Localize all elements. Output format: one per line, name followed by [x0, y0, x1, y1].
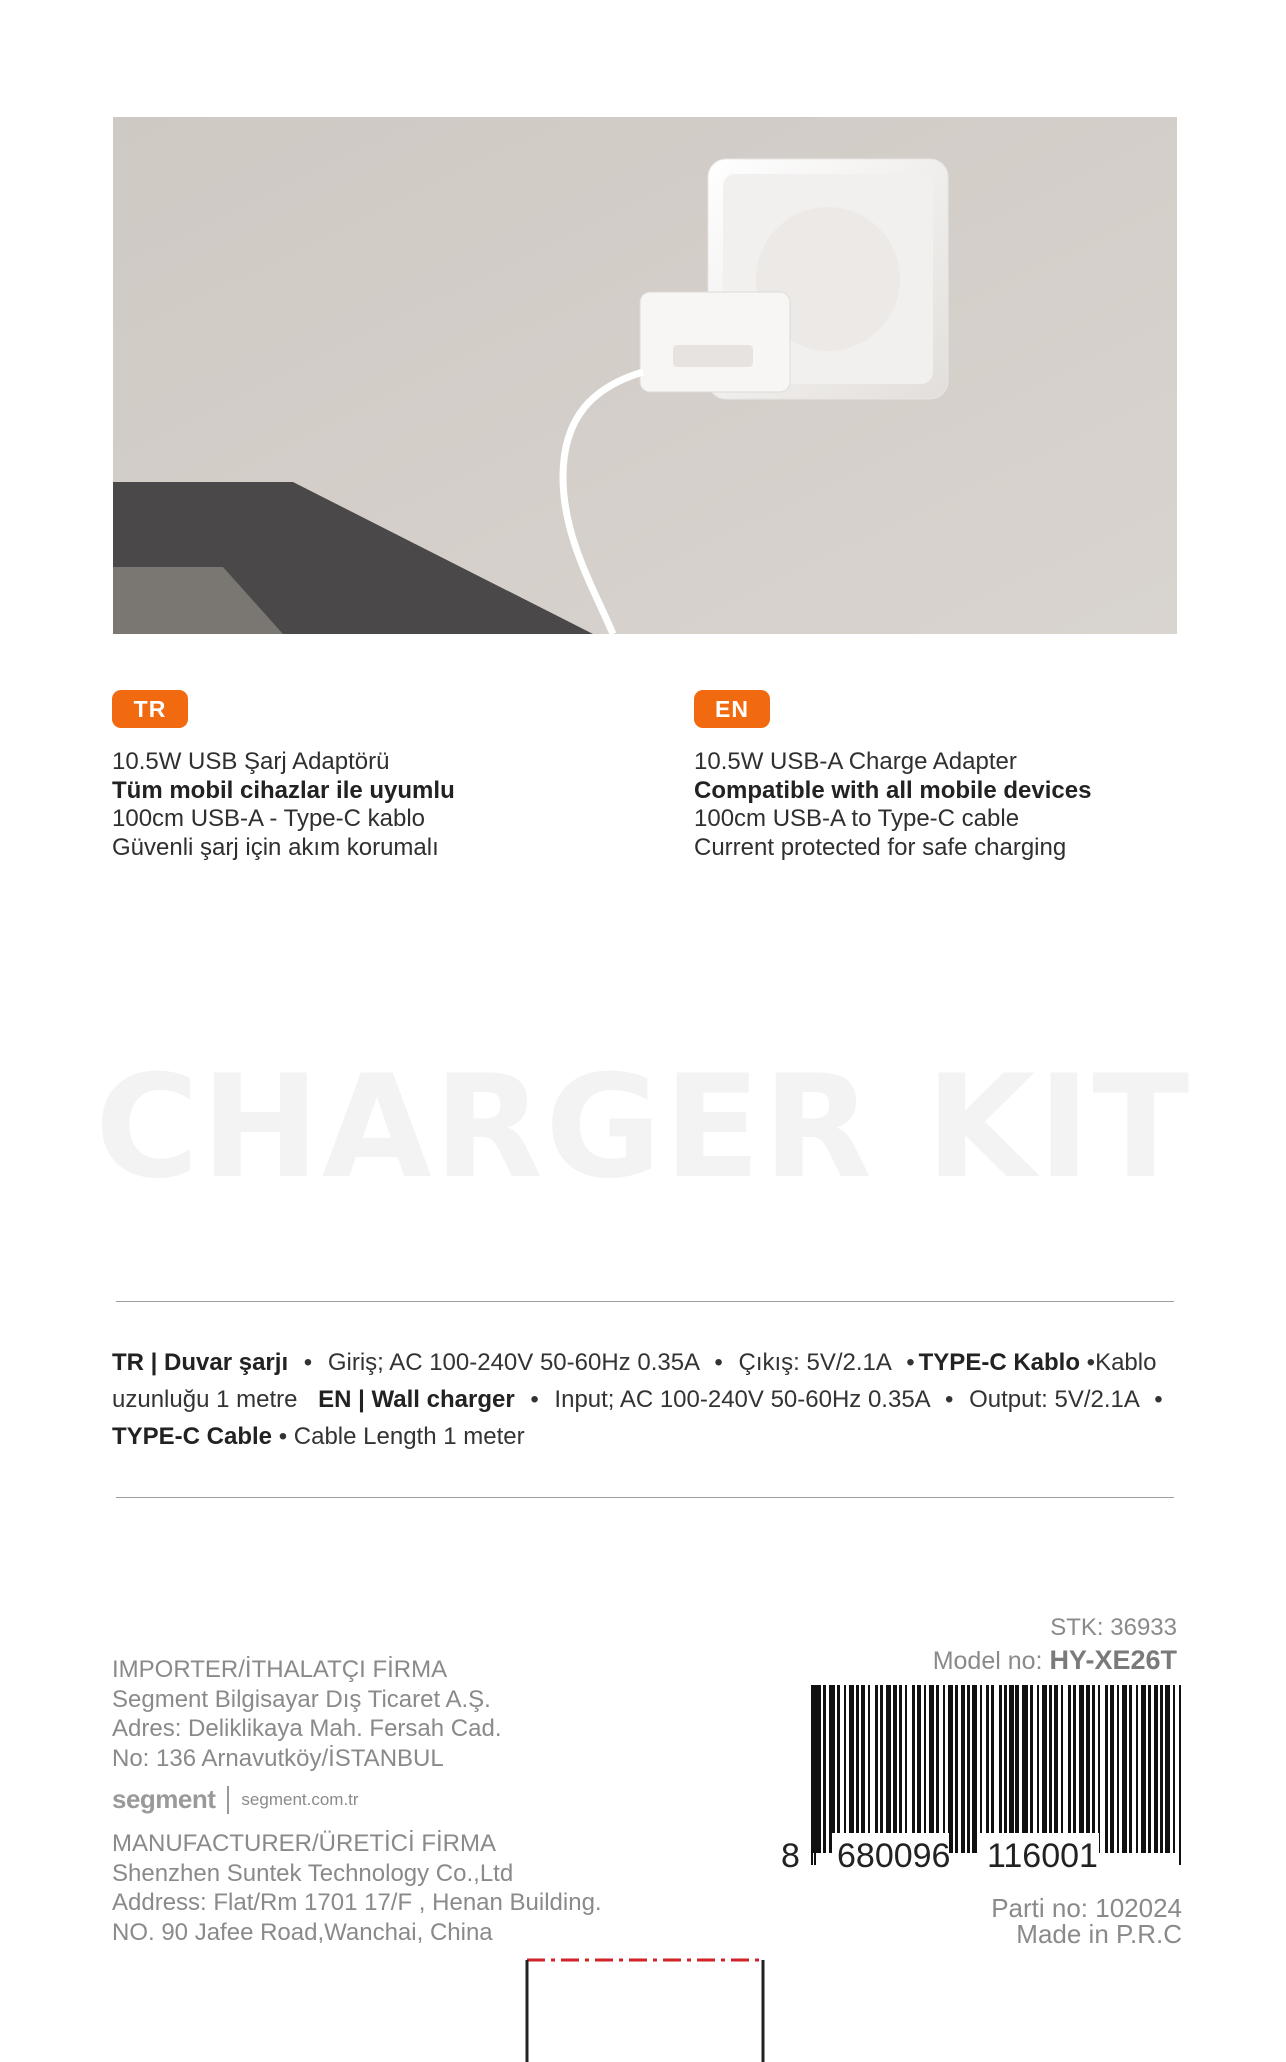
spec-en-cable: TYPE-C Cable: [112, 1423, 273, 1450]
manufacturer-address-2: NO. 90 Jafee Road,Wanchai, China: [112, 1918, 493, 1946]
en-line-cable: 100cm USB-A to Type-C cable: [694, 805, 1020, 832]
segment-logo: segment: [112, 1784, 216, 1814]
tr-line-power: 10.5W USB Şarj Adaptörü: [112, 748, 390, 775]
english-description: [694, 690, 1214, 862]
tr-line-cable: 100cm USB-A - Type-C kablo: [112, 805, 426, 832]
barcode: [775, 1685, 1185, 1875]
importer-title: IMPORTER/İTHALATÇI FİRMA: [112, 1656, 448, 1683]
model-value: HY-XE26T: [1049, 1645, 1177, 1675]
en-badge: EN: [694, 690, 770, 728]
tr-line-compat: Tüm mobil cihazlar ile uyumlu: [112, 776, 455, 804]
tr-line-protection: Güvenli şarj için akım korumalı: [112, 833, 439, 861]
importer-info: [112, 1655, 501, 1773]
manufacturer-name: Shenzhen Suntek Technology Co.,Ltd: [112, 1859, 514, 1887]
specifications: TR | Duvar şarjı • Giriş; AC 100-240V 50-60Hz 0.35A • Çıkış: 5V/2.1A • TYPE-C Kablo •Kablo uzunluğu 1 metre EN | Wall charger • Input; AC 100-240V 50-60Hz 0.35A • Output: 5V/2.1A • TYPE-C Cable • Cable Length 1 meter: [112, 1349, 1163, 1450]
barcode-group-2: 116001: [987, 1837, 1098, 1875]
brand-row: [112, 1784, 359, 1815]
importer-address-2: No: 136 Arnavutköy/İSTANBUL: [112, 1744, 444, 1772]
spec-tr-output: Çıkış: 5V/2.1A: [738, 1349, 891, 1376]
lot-info: [991, 1895, 1182, 1947]
product-photo: [113, 117, 1177, 634]
charger-kit-watermark: CHARGER KIT: [94, 1045, 1192, 1210]
barcode-group-1: 680096: [837, 1837, 951, 1875]
die-cut-outline: [525, 1958, 765, 2062]
tr-badge: TR: [112, 690, 188, 728]
spec-tr-cable: TYPE-C Kablo: [918, 1349, 1080, 1376]
spec-tr-heading: TR | Duvar şarjı: [112, 1349, 289, 1376]
model-number: [933, 1645, 1177, 1676]
spec-en-heading: EN | Wall charger: [318, 1386, 515, 1413]
spec-en-length: Cable Length 1 meter: [293, 1423, 525, 1450]
en-line-protection: Current protected for safe charging: [694, 833, 1067, 861]
divider-top: [116, 1301, 1174, 1302]
barcode-digit-1: 8: [781, 1837, 800, 1875]
manufacturer-address-1: Address: Flat/Rm 1701 17/F , Henan Building.: [112, 1889, 602, 1916]
importer-address-1: Adres: Deliklikaya Mah. Fersah Cad.: [112, 1715, 502, 1742]
brand-separator: [227, 1786, 229, 1814]
manufacturer-info: [112, 1829, 602, 1947]
turkish-description: [112, 690, 632, 862]
spec-tr-input: Giriş; AC 100-240V 50-60Hz 0.35A: [327, 1349, 699, 1376]
spec-tr-length: Kablo uzunluğu 1 metre: [112, 1349, 1157, 1413]
en-line-power: 10.5W USB-A Charge Adapter: [694, 748, 1017, 775]
model-label: Model no:: [932, 1647, 1043, 1675]
parti-number: Parti no: 102024: [991, 1893, 1182, 1923]
spec-en-output: Output: 5V/2.1A: [969, 1386, 1139, 1413]
manufacturer-title: MANUFACTURER/ÜRETİCİ FİRMA: [112, 1830, 496, 1857]
importer-name: Segment Bilgisayar Dış Ticaret A.Ş.: [112, 1685, 491, 1713]
website-link[interactable]: segment.com.tr: [241, 1789, 359, 1809]
spec-en-input: Input; AC 100-240V 50-60Hz 0.35A: [554, 1386, 930, 1413]
en-line-compat: Compatible with all mobile devices: [694, 776, 1092, 804]
divider-bottom: [116, 1497, 1174, 1498]
stk-number: STK: 36933: [1050, 1614, 1177, 1641]
origin: Made in P.R.C: [1016, 1919, 1182, 1949]
